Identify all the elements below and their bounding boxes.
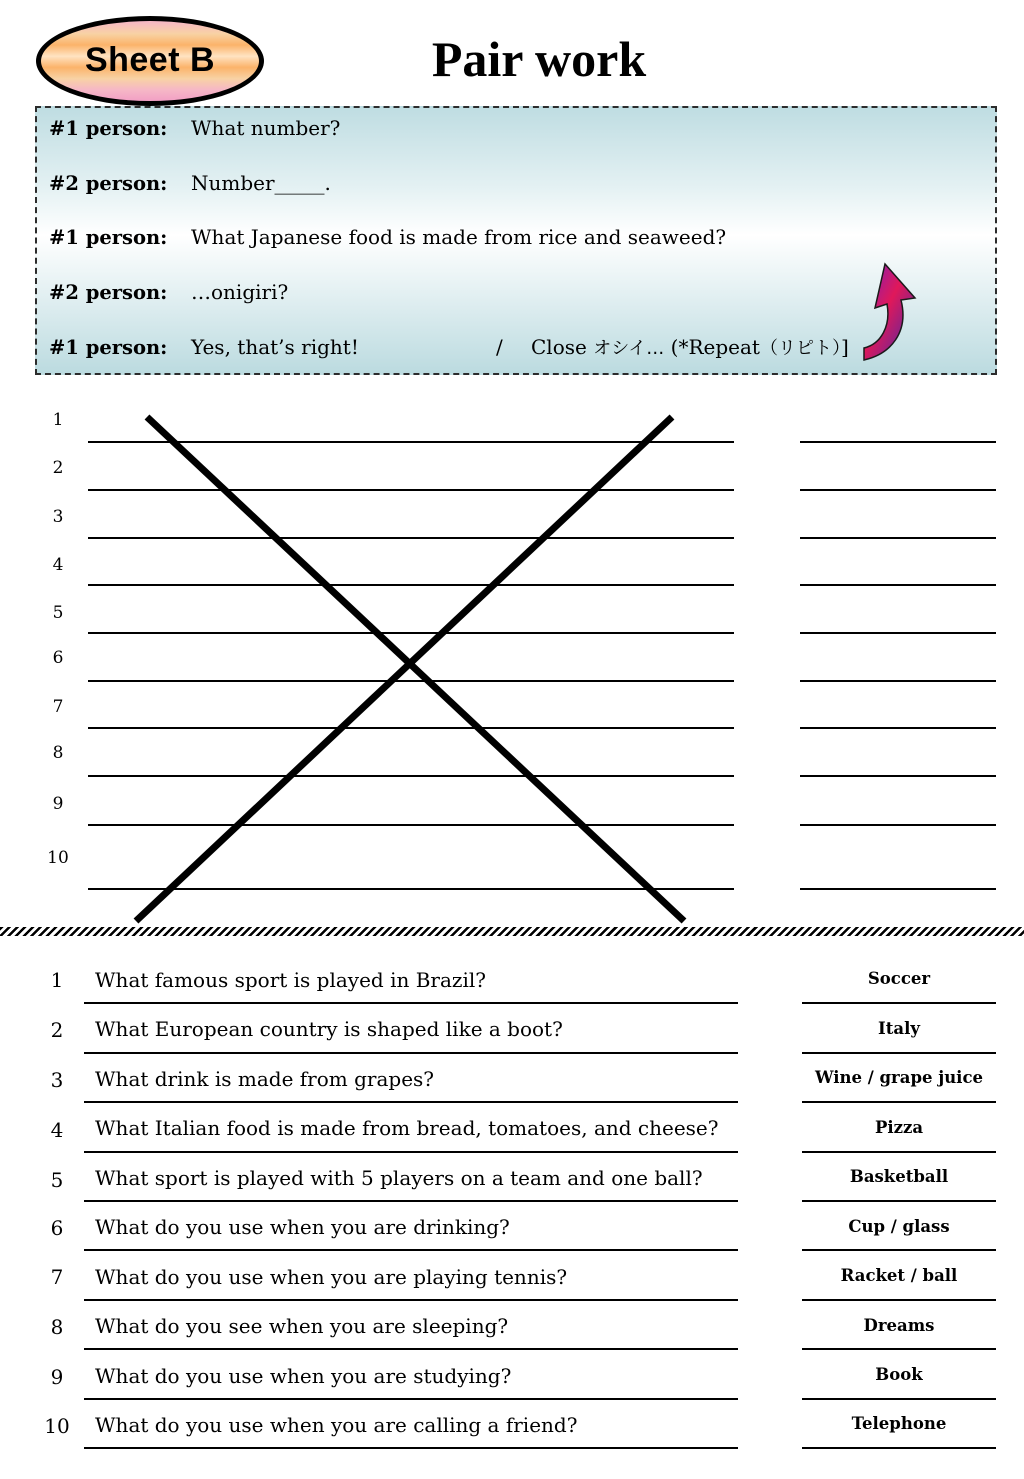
question-underline (84, 1200, 738, 1202)
practice-row-number: 10 (47, 848, 69, 868)
dialogue-line: What Japanese food is made from rice and seaweed? (191, 225, 727, 249)
question-number: 5 (50, 1168, 64, 1192)
question-text: What do you use when you are studying? (95, 1364, 512, 1388)
answer-underline (802, 1249, 996, 1251)
dialogue-line: What number? (191, 116, 341, 140)
question-number: 9 (50, 1365, 64, 1389)
question-number: 8 (50, 1315, 64, 1339)
question-underline (84, 1101, 738, 1103)
answer-text: Pizza (874, 1118, 924, 1137)
sheet-label: Sheet B (84, 40, 216, 79)
repeat-label: (*Repeat (664, 335, 760, 359)
question-underline (84, 1052, 738, 1054)
question-text: What do you use when you are calling a friend? (95, 1413, 578, 1437)
answer-text: Wine / grape juice (815, 1068, 983, 1087)
answer-underline (802, 1447, 996, 1449)
question-underline (84, 1447, 738, 1449)
question-text: What do you use when you are drinking? (95, 1215, 510, 1239)
cut-line-separator (0, 927, 1024, 936)
question-underline (84, 1348, 738, 1350)
answer-underline (802, 1002, 996, 1004)
question-text: What European country is shaped like a boot? (95, 1017, 563, 1041)
question-number: 4 (50, 1118, 64, 1142)
dialogue-separator: / (496, 335, 503, 359)
answer-text: Basketball (849, 1167, 949, 1186)
dialogue-speaker: #1 person: (49, 116, 168, 140)
practice-row-number: 5 (52, 603, 64, 623)
answer-underline (802, 1348, 996, 1350)
answer-underline (802, 1052, 996, 1054)
dialogue-line: Number_____. (191, 171, 331, 195)
dialogue-line: Yes, that’s right! (191, 335, 359, 359)
answer-text: Telephone (851, 1414, 947, 1433)
answer-text: Soccer (867, 969, 931, 988)
dialogue-speaker: #1 person: (49, 225, 168, 249)
answer-text: Cup / glass (848, 1217, 950, 1236)
question-number: 2 (50, 1018, 64, 1042)
question-underline (84, 1151, 738, 1153)
answer-text: Racket / ball (840, 1266, 958, 1285)
question-number: 6 (50, 1216, 64, 1240)
question-text: What sport is played with 5 players on a team and one ball? (95, 1166, 703, 1190)
question-number: 7 (50, 1265, 64, 1289)
question-number: 3 (50, 1068, 64, 1092)
practice-row-number: 4 (52, 555, 64, 575)
dialogue-speaker: #2 person: (49, 280, 168, 304)
question-text: What do you see when you are sleeping? (95, 1314, 509, 1338)
question-underline (84, 1002, 738, 1004)
practice-row-number: 9 (52, 794, 64, 814)
practice-row-number: 3 (52, 507, 64, 527)
practice-row-number: 1 (52, 410, 64, 430)
repeat-close-bracket: ] (840, 335, 849, 359)
close-label: Close (531, 335, 594, 359)
question-number: 1 (50, 968, 64, 992)
practice-row-number: 2 (52, 458, 64, 478)
answer-underline (802, 1101, 996, 1103)
dialogue-line: …onigiri? (191, 280, 289, 304)
question-text: What drink is made from grapes? (95, 1067, 435, 1091)
question-text: What famous sport is played in Brazil? (95, 968, 486, 992)
answer-underline (802, 1200, 996, 1202)
answer-underline (802, 1398, 996, 1400)
answer-text: Dreams (863, 1316, 935, 1335)
question-underline (84, 1398, 738, 1400)
answer-underline (802, 1299, 996, 1301)
page-title: Pair work (431, 31, 647, 87)
dialogue-speaker: #2 person: (49, 171, 168, 195)
answer-text: Italy (878, 1019, 920, 1038)
repeat-japanese: （リピト） (759, 338, 841, 359)
practice-row-number: 8 (52, 743, 64, 763)
practice-row-number: 6 (52, 648, 64, 668)
dialogue-speaker: #1 person: (49, 335, 168, 359)
question-text: What Italian food is made from bread, tomatoes, and cheese? (95, 1116, 719, 1140)
question-text: What do you use when you are playing tennis? (95, 1265, 568, 1289)
practice-row-number: 7 (52, 697, 64, 717)
question-underline (84, 1299, 738, 1301)
answer-underline (802, 1151, 996, 1153)
cross-line (147, 417, 684, 921)
close-japanese: オシイ… (593, 338, 665, 359)
cross-line (136, 417, 672, 921)
question-number: 10 (44, 1414, 70, 1438)
answer-text: Book (875, 1365, 923, 1384)
question-underline (84, 1249, 738, 1251)
